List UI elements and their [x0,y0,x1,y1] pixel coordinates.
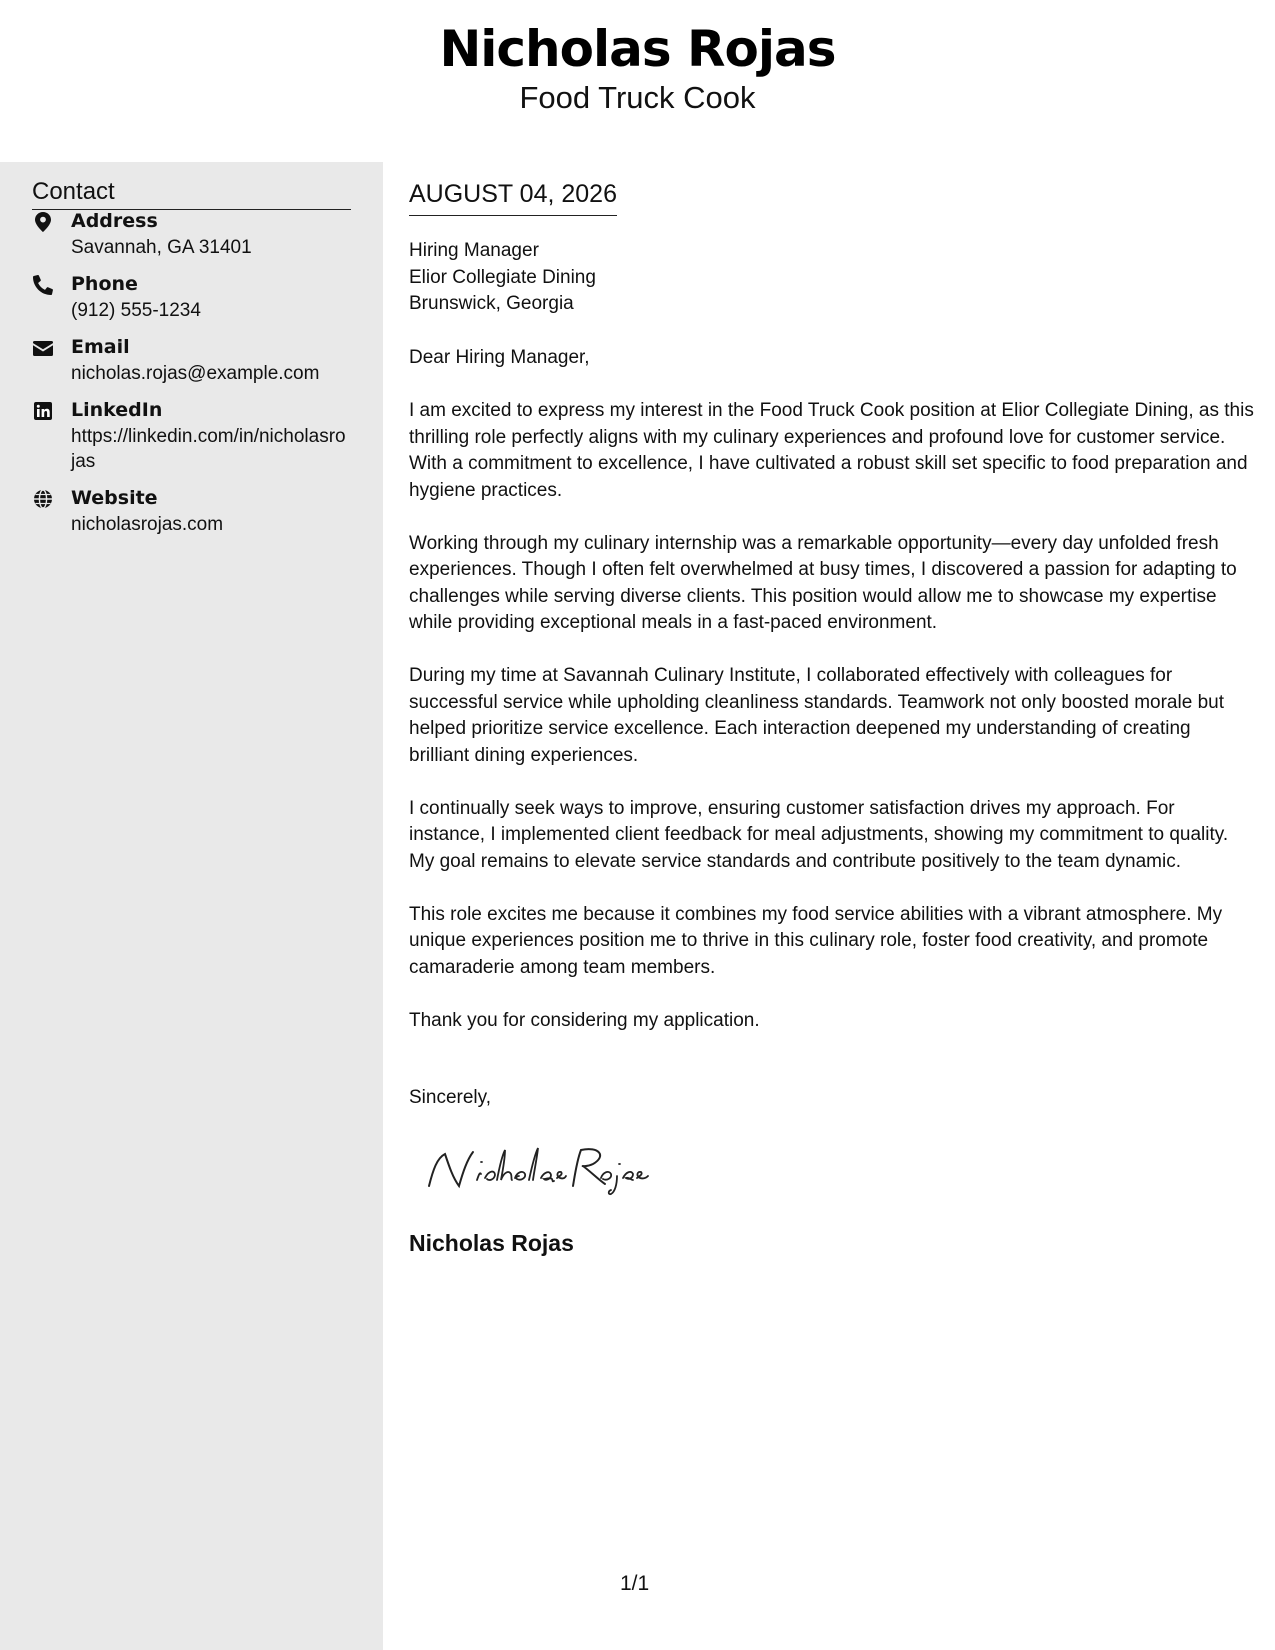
recipient-line: Elior Collegiate Dining [409,266,596,288]
paragraph: I continually seek ways to improve, ensuring customer satisfaction drives my approach. For instance, I implemented client feedback for meal adjustments, showing my commitment to quality. My goal remains to elevate service standards and contribute positively to the team dynamic. [409,797,1229,872]
signer-name: Nicholas Rojas [409,1230,574,1256]
recipient-line: Hiring Manager [409,240,539,261]
contact-label: Address [71,210,158,232]
envelope-icon [32,337,54,359]
contact-label: LinkedIn [71,399,163,421]
paragraph: During my time at Savannah Culinary Institute, I collaborated effectively with colleagues for successful service while upholding cleanliness standards. Teamwork not only boosted morale but helped prioritize service excellence. Each interaction deepened my understanding of creating brilliant dining experiences. [409,665,1224,766]
phone-icon [32,274,54,296]
globe-icon [32,488,54,510]
contact-heading: Contact [32,178,351,210]
contact-sidebar [0,162,383,1650]
salutation: Dear Hiring Manager, [409,347,590,368]
letter-date: AUGUST 04, 2026 [409,180,617,216]
recipient-line: Brunswick, Georgia [409,293,574,314]
letter-paragraphs [409,345,1254,1061]
paragraph: I am excited to express my interest in the Food Truck Cook position at Elior Collegiate Dining, as this thrilling role perfectly aligns with my culinary experiences and profound love for customer service. With a commitment to excellence, I have cultivated a robust skill set specific to food preparation and hygiene practices. [409,400,1254,501]
handwritten-signature [423,1140,663,1200]
linkedin-icon [32,400,54,422]
linkedin-value[interactable]: https://linkedin.com/in/nicholasrojas [71,426,346,472]
phone-value: (912) 555-1234 [71,300,201,321]
map-pin-icon [32,211,54,233]
website-value[interactable]: nicholasrojas.com [71,514,224,535]
address-value: Savannah, GA 31401 [71,237,252,258]
email-value: nicholas.rojas@example.com [71,363,320,384]
recipient-block [409,238,596,318]
contact-label: Website [71,487,158,509]
contact-label: Email [71,336,130,358]
page-number: 1/1 [620,1572,650,1595]
letter-header [0,0,1275,162]
applicant-name: Nicholas Rojas [439,20,836,78]
job-title: Food Truck Cook [519,80,756,115]
paragraph: This role excites me because it combines my food service abilities with a vibrant atmosphere. My unique experiences position me to thrive in this culinary role, foster food creativity, and promote camaraderie among team members. [409,903,1223,978]
paragraph: Working through my culinary internship was a remarkable opportunity—every day unfolded fresh experiences. Though I often felt overwhelmed at busy times, I discovered a passion for adapting to challenges while serving diverse clients. This position would allow me to showcase my expertise while providing exceptional meals in a fast-paced environment. [409,532,1237,633]
closing: Sincerely, [409,1087,492,1108]
thank-you-line: Thank you for considering my application. [409,1009,760,1031]
contact-label: Phone [71,273,138,295]
